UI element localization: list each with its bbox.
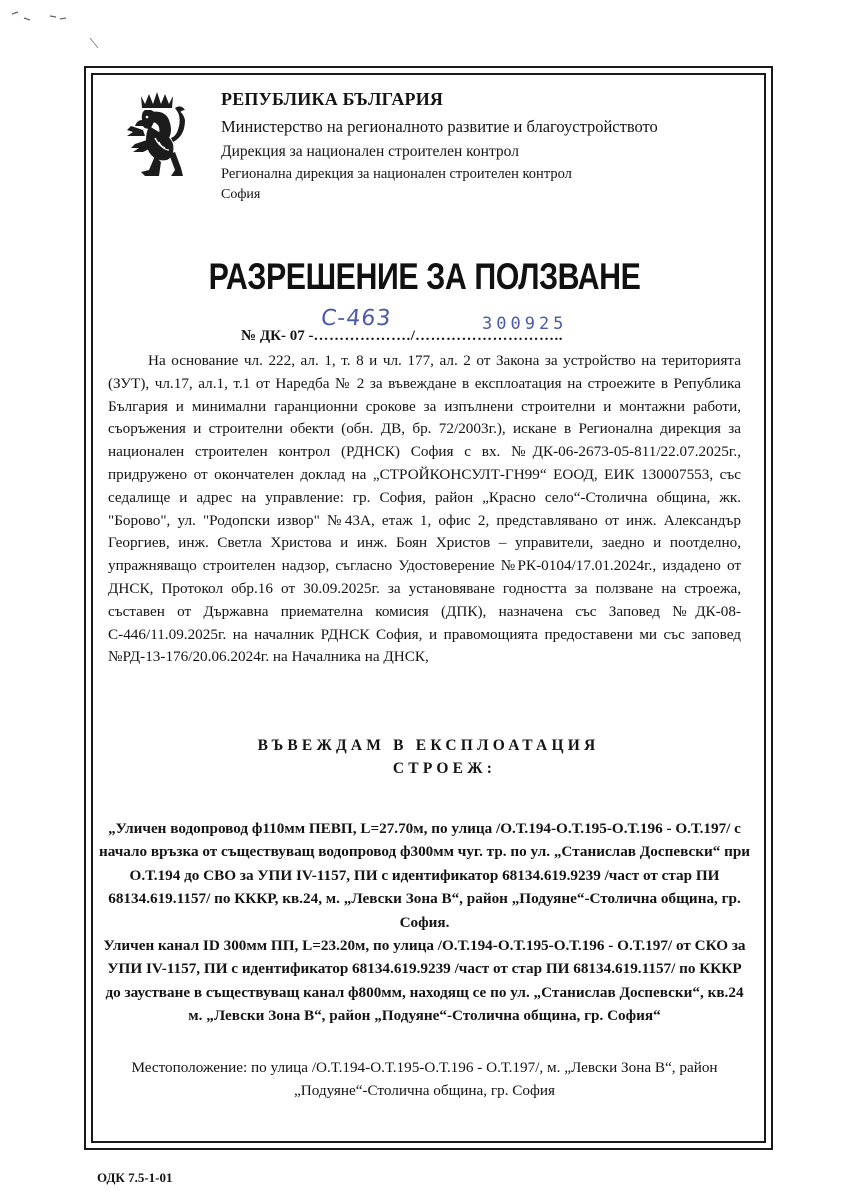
footer-document-code: ОДК 7.5-1-01 — [97, 1170, 173, 1185]
project-description — [98, 817, 751, 1028]
project-sewer-channel: Уличен канал ID 300мм ПП, L=23.20м, по улица /О.Т.194-О.Т.195-О.Т.196 - О.Т.197/ от СКО за УПИ IV-1157, ПИ с идентификатор 68134.619.9239 /част от стар ПИ 68134.619.1157/ по КККР до заустване в съществуващ канал ф800мм, находящ се по ул. „Станислав Доспевски“, кв.24 м. „Левски Зона В“, район „Подуяне“-Столична община, гр. София“ — [103, 937, 746, 1025]
permit-number-dots: ………………. — [313, 328, 411, 344]
body-paragraph-text: На основание чл. 222, ал. 1, т. 8 и чл. 177, ал. 2 от Закона за устройство на територията (ЗУТ), чл.17, ал.1, т.1 от Наредба № 2 за въвеждане в експлоатация на строежите в Република България и минимални гаранционни срокове за изпълнени строителни и монтажни работи, съоръжения и строителни обекти (обн. ДВ, бр. 72/2003г.), искане в Регионална дирекция за национален строителен контрол (РДНСК) София с вх. №ДК-06-2673-05-811/22.07.2025г., придружено от окончателен доклад на „СТРОЙКОНСУЛТ-ГН99“ ЕООД, ЕИК 130007553, със седалище и адрес на управление: гр. София, район „Красно село“-Столична община, жк. "Борово", ул. "Родопски извор" №43А, етаж 1, офис 2, представлявано от инж. Александър Георгиев, инж. Светла Христова и инж. Боян Христов – управители, заедно и поотделно, упражняващо строителен надзор, съгласно Удостоверение №РК-0104/17.01.2024г., издадено от ДНСК, Протокол обр.16 от 30.09.2025г. за установяване годността за ползване на строежа, съставен от Държавна приемателна комисия (ДПК), назначена със Заповед №ДК-08-С-446/11.09.2025г. на началник РДНСК София, и правомощията предоставени ми със заповед №РД-13-176/20.06.2024г. на Началника на ДНСК, — [108, 352, 741, 666]
header-directorate: Дирекция за национален строителен контрол — [221, 143, 519, 160]
permit-number-prefix: № ДК- 07 - — [241, 328, 314, 344]
stamped-date: 300925 — [482, 314, 568, 334]
document-title: РАЗРЕШЕНИЕ ЗА ПОЛЗВАНЕ — [208, 256, 641, 297]
project-location — [98, 1056, 751, 1102]
declaration-subheading: СТРОЕЖ: — [392, 760, 497, 777]
header-regional-directorate: Регионална дирекция за национален строителен контрол — [221, 166, 572, 182]
scan-artifact-icon — [10, 10, 70, 24]
permit-number-separator: / — [410, 328, 415, 344]
project-water-pipeline: „Уличен водопровод ф110мм ПЕВП, L=27.70м, по улица /О.Т.194-О.Т.195-О.Т.196 - О.Т.197/ с начало връзка от съществуващ водопровод ф300мм чуг. тр. по ул. „Станислав Доспевски“ при О.Т.194 до СВО за УПИ IV-1157, ПИ с идентификатор 68134.619.9239 /част от стар ПИ 68134.619.1157/ по КККР, кв.24, м. „Левски Зона В“, район „Подуяне“-Столична община, гр. София. — [98, 820, 751, 931]
header-city: София — [221, 187, 261, 202]
bulgarian-lion-coat-of-arms-icon — [115, 90, 197, 182]
handwritten-permit-number: С-463 — [319, 306, 393, 331]
header-republic: РЕПУБЛИКА БЪЛГАРИЯ — [221, 89, 444, 109]
permit-date-dots: ……………………….. — [414, 328, 563, 344]
body-paragraph — [108, 350, 741, 669]
header-ministry: Министерство на регионалното развитие и благоустройството — [221, 117, 658, 136]
project-location-text: Местоположение: по улица /О.Т.194-О.Т.195-О.Т.196 - О.Т.197/, м. „Левски Зона В“, район „Подуяне“-Столична община, гр. София — [131, 1059, 718, 1099]
scan-artifact-icon — [88, 36, 102, 52]
declaration-heading: ВЪВЕЖДАМ В ЕКСПЛОАТАЦИЯ — [257, 737, 600, 754]
